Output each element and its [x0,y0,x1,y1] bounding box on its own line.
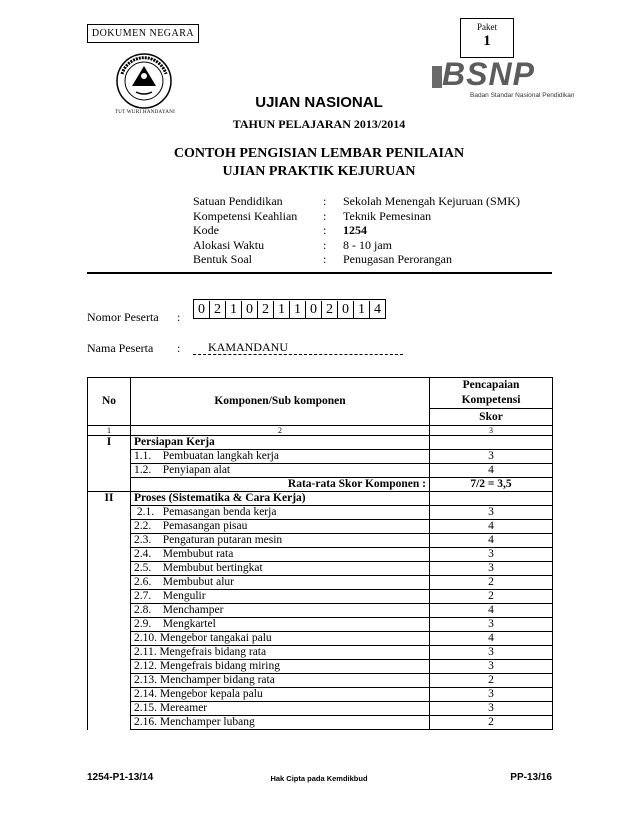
table-row [88,702,553,716]
table-row [88,576,553,590]
number-digit: 1 [274,301,290,319]
number-digit: 2 [322,301,338,319]
info-value: Penugasan Perorangan [343,252,452,266]
form-title-2: UJIAN PRAKTIK KEJURUAN [222,164,416,179]
table-cell-no [88,450,131,464]
number-digit: 2 [258,301,274,319]
table-row [88,604,553,618]
table-cell-no [88,688,131,702]
number-digit: 2 [210,301,226,319]
table-cell-label: 2.16. Menchamper lubang [131,716,430,730]
table-row [88,436,553,450]
info-sep: : [323,252,327,266]
table-cell-label: 2.1. Pemasangan benda kerja [131,506,430,520]
table-row [88,492,553,506]
table-cell-score [430,492,553,506]
section-1-avg-value: 7/2 = 3,5 [430,478,553,492]
table-cell-label: 2.15. Mereamer [131,702,430,716]
table-cell-no [88,674,131,688]
number-sep: : [177,310,181,324]
table-row [88,632,553,646]
table-cell-label: 2.3. Pengaturan putaran mesin [131,534,430,548]
table-row [88,716,553,730]
footer-left: 1254-P1-13/14 [87,772,154,783]
footer-right: PP-13/16 [510,772,552,783]
info-label: Satuan Pendidikan [193,194,283,208]
info-label: Kode [193,223,219,237]
table-row [88,660,553,674]
participant-number-boxes [193,299,386,319]
info-label: Kompetensi Keahlian [193,209,298,223]
table-cell-no [88,520,131,534]
table-cell-score: 3 [430,702,553,716]
table-cell-score: 3 [430,548,553,562]
info-sep: : [323,238,327,252]
table-cell-score: 4 [430,520,553,534]
table-cell-score: 2 [430,716,553,730]
table-cell-label: 2.6. Membubut alur [131,576,430,590]
table-row [88,618,553,632]
number-digit: 1 [290,301,306,319]
table-cell-no [88,576,131,590]
info-label: Alokasi Waktu [193,238,265,252]
table-cell-score: 3 [430,688,553,702]
paket-box [460,18,514,58]
number-digit: 0 [338,301,354,319]
table-cell-score: 3 [430,646,553,660]
table-row [88,548,553,562]
table-cell-score: 4 [430,534,553,548]
table-cell-no [88,506,131,520]
number-digit: 0 [306,301,322,319]
column-number-row [88,426,553,436]
table-cell-label: 2.9. Mengkartel [131,618,430,632]
table-cell-no [88,632,131,646]
table-cell-no [88,702,131,716]
table-cell-score: 3 [430,618,553,632]
table-cell-score: 4 [430,604,553,618]
table-cell-label: 2.5. Membubut bertingkat [131,562,430,576]
table-cell-score: 2 [430,590,553,604]
colnum-3: 3 [430,426,553,436]
col-komponen-header: Komponen/Sub komponen [131,378,430,426]
info-value: 8 - 10 jam [343,238,392,252]
table-cell-score: 3 [430,562,553,576]
number-digit: 1 [226,301,242,319]
info-sep: : [323,194,327,208]
table-cell-score: 4 [430,464,553,478]
table-cell-label: 2.13. Menchamper bidang rata [131,674,430,688]
number-label: Nomor Peserta [87,310,159,324]
assessment-table [87,377,553,730]
table-cell-label: 2.2. Pemasangan pisau [131,520,430,534]
table-cell-label: 2.4. Membubut rata [131,548,430,562]
section-1-no: I [88,436,131,450]
emblem-text: TUT WURI HANDAYANI [114,110,176,115]
table-cell-no [88,562,131,576]
table-cell-no [88,548,131,562]
table-cell-no [88,464,131,478]
colnum-1: 1 [88,426,131,436]
bsnp-subtitle: Badan Standar Nasional Pendidikan [470,92,575,99]
table-row [88,506,553,520]
table-row [88,478,553,492]
table-row [88,646,553,660]
section-1-avg-label: Rata-rata Skor Komponen : [131,478,430,492]
colnum-2: 2 [131,426,430,436]
table-cell-score: 2 [430,576,553,590]
table-cell-score: 3 [430,660,553,674]
table-cell-label: 2.7. Mengulir [131,590,430,604]
table-row [88,534,553,548]
name-sep: : [177,341,181,355]
info-value: 1254 [343,223,367,237]
info-value: Teknik Pemesinan [343,209,432,223]
table-cell-no [88,618,131,632]
number-digit: 0 [194,301,210,319]
pencapaian-line-1: Pencapaian [462,379,520,391]
doc-label: DOKUMEN NEGARA [91,28,195,39]
table-row [88,562,553,576]
number-digit: 1 [354,301,370,319]
table-cell-score: 4 [430,632,553,646]
table-cell-score: 2 [430,674,553,688]
table-cell-label: 2.14. Mengebor kepala palu [131,688,430,702]
table-cell-label: 2.10. Mengebor tangakai palu [131,632,430,646]
section-1-title: Persiapan Kerja [131,436,430,450]
pencapaian-line-2: Kompetensi [461,394,521,406]
number-digit: 4 [374,302,381,317]
bsnp-logo-text: BSNP [442,56,535,92]
table-row [88,520,553,534]
table-cell-no [88,660,131,674]
footer-center: Hak Cipta pada Kemdikbud [270,774,368,783]
table-cell-score: 3 [430,450,553,464]
table-row [88,590,553,604]
table-cell-score [430,436,553,450]
table-row [88,688,553,702]
col-no-header: No [88,378,131,426]
table-cell-no [88,534,131,548]
table-cell-score: 3 [430,506,553,520]
table-row [88,674,553,688]
form-title-1: CONTOH PENGISIAN LEMBAR PENILAIAN [173,146,465,161]
doc-label-box [87,24,199,43]
header-divider [87,272,552,274]
name-value: KAMANDANU [208,340,288,354]
col-skor-header: Skor [430,409,553,426]
paket-label: Paket [477,22,497,32]
bsnp-logo-icon [432,62,442,92]
section-2-title: Proses (Sistematika & Cara Kerja) [131,492,430,506]
table-cell-no [88,646,131,660]
table-cell-label: 2.8. Menchamper [131,604,430,618]
paket-value: 1 [483,33,491,49]
table-cell-label: 2.11. Mengefrais bidang rata [131,646,430,660]
info-label: Bentuk Soal [193,252,252,266]
col-pencapaian-header [430,378,553,409]
table-cell-label: 1.2. Penyiapan alat [131,464,430,478]
info-sep: : [323,209,327,223]
table-row [88,464,553,478]
table-row [88,450,553,464]
info-value: Sekolah Menengah Kejuruan (SMK) [343,194,520,208]
table-header-row [88,378,553,409]
exam-year: TAHUN PELAJARAN 2013/2014 [232,117,406,131]
table-cell-no [88,716,131,730]
table-cell-no [88,604,131,618]
table-cell-no [88,590,131,604]
info-sep: : [323,223,327,237]
name-label: Nama Peserta [87,341,154,355]
number-digit: 0 [242,301,258,319]
table-cell-label: 1.1. Pembuatan langkah kerja [131,450,430,464]
exam-title: UJIAN NASIONAL [255,94,383,111]
table-cell-no [88,478,131,492]
section-2-no: II [88,492,131,506]
table-cell-label: 2.12. Mengefrais bidang miring [131,660,430,674]
